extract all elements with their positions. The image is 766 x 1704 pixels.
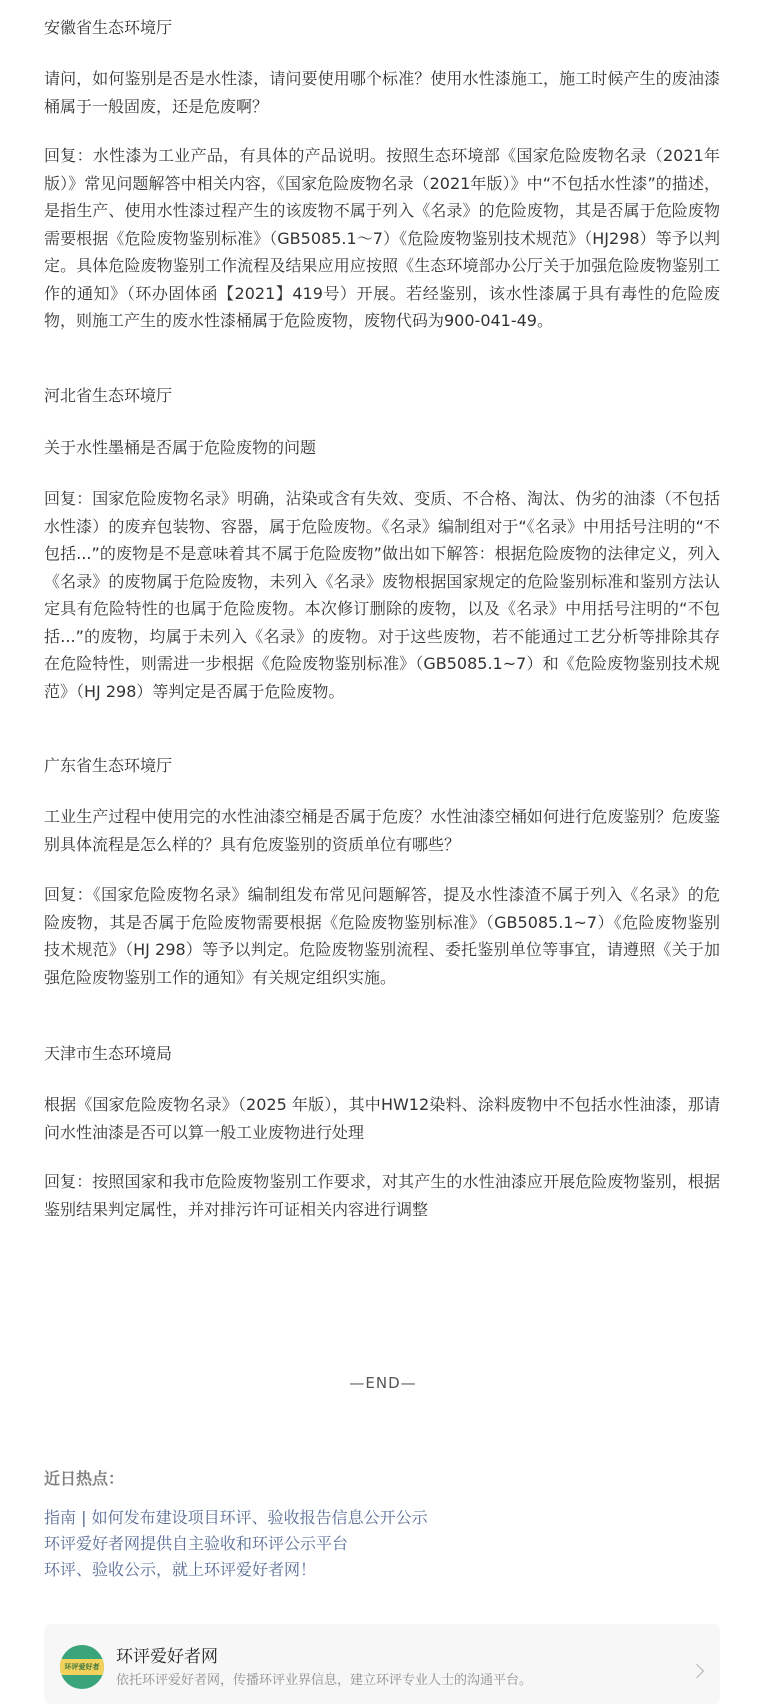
reply-hebei: 回复：国家危险废物名录》明确，沾染或含有失效、变质、不合格、淘汰、伪劣的油漆（不包括水性漆）的废弃包装物、容器，属于危险废物。《名录》编制组对于“《名录》中用括号注明的“不包括...”的废物是不是意味着其不属于危险废物”做出如下解答：根据危险废物的法律定义，列入《名录》的废物属于危险废物，未列入《名录》废物根据国家规定的危险鉴别标准和鉴别方法认定具有危险特性的也属于危险废物。本次修订删除的废物，以及《名录》中用括号注明的“不包括...”的废物，均属于未列入《名录》的废物。对于这些废物，若不能通过工艺分析等排除其存在危险特性，则需进一步根据《危险废物鉴别标准》（GB5085.1~7）和《危险废物鉴别技术规范》（HJ 298）等判定是否属于危险废物。 [44,489,720,701]
hot-link[interactable]: 环评、验收公示，就上环评爱好者网！ [44,1560,317,1579]
question-guangdong: 工业生产过程中使用完的水性油漆空桶是否属于危废？水性油漆空桶如何进行危废鉴别？危废鉴别具体流程是怎么样的？具有危废鉴别的资质单位有哪些？ [44,807,720,854]
question-hebei: 关于水性墨桶是否属于危险废物的问题 [44,438,317,457]
reply-guangdong: 回复：《国家危险废物名录》编制组发布常见问题解答，提及水性漆渣不属于列入《名录》的危险废物，其是否属于危险废物需要根据《危险废物鉴别标准》（GB5085.1~7）《危险废物鉴别技术规范》（HJ 298）等予以判定。危险废物鉴别流程、委托鉴别单位等事宜，请遵照《关于加强危险废物鉴别工作的通知》有关规定组织实施。 [44,885,720,987]
account-description: 依托环评爱好者网，传播环评业界信息，建立环评专业人士的沟通平台。 [116,1673,533,1688]
hot-topics-title: 近日热点： [44,1469,125,1488]
section-heading-hebei: 河北省生态环境厅 [44,386,173,405]
hot-topics-list [44,1505,428,1583]
question-tianjin: 根据《国家危险废物名录》（2025 年版），其中HW12染料、涂料废物中不包括水性油漆，那请问水性油漆是否可以算一般工业废物进行处理 [44,1095,720,1142]
chevron-right-icon [690,1664,704,1678]
hot-link[interactable]: 指南 | 如何发布建设项目环评、验收报告信息公开公示 [44,1508,428,1527]
account-card[interactable] [44,1624,720,1704]
account-name: 环评爱好者网 [116,1647,218,1667]
question-anhui: 请问，如何鉴别是否是水性漆，请问要使用哪个标准？使用水性漆施工，施工时候产生的废油漆桶属于一般固废，还是危废啊？ [44,69,720,116]
avatar-logo-text: 环评爱好者 [64,1663,100,1671]
hot-link[interactable]: 环评爱好者网提供自主验收和环评公示平台 [44,1534,349,1553]
end-mark: —END— [349,1374,417,1392]
section-heading-anhui: 安徽省生态环境厅 [44,18,173,37]
avatar [60,1645,104,1689]
section-heading-tianjin: 天津市生态环境局 [44,1044,173,1063]
reply-anhui: 回复：水性漆为工业产品，有具体的产品说明。按照生态环境部《国家危险废物名录（2021年版）》常见问题解答中相关内容，《国家危险废物名录（2021年版）》中“不包括水性漆”的描述，是指生产、使用水性漆过程产生的该废物不属于列入《名录》的危险废物，其是否属于危险废物需要根据《危险废物鉴别标准》（GB5085.1～7）《危险废物鉴别技术规范》（HJ298）等予以判定。具体危险废物鉴别工作流程及结果应用应按照《生态环境部办公厅关于加强危险废物鉴别工作的通知》（环办固体函【2021】419号）开展。若经鉴别，该水性漆属于具有毒性的危险废物，则施工产生的废水性漆桶属于危险废物，废物代码为900-041-49。 [44,146,720,330]
section-heading-guangdong: 广东省生态环境厅 [44,756,173,775]
reply-tianjin: 回复：按照国家和我市危险废物鉴别工作要求，对其产生的水性油漆应开展危险废物鉴别，根据鉴别结果判定属性，并对排污许可证相关内容进行调整 [44,1172,720,1219]
